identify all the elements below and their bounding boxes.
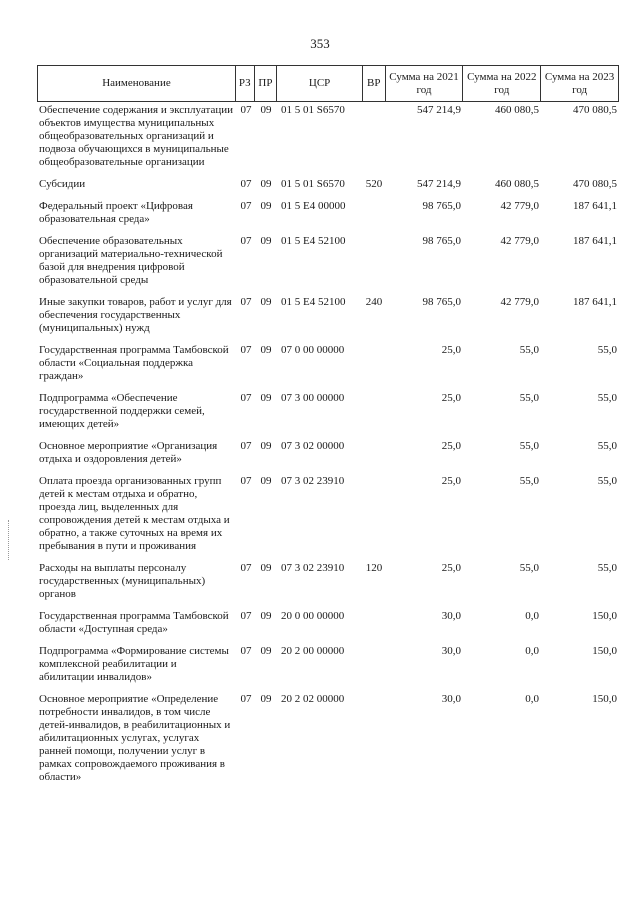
row-pr: 09 xyxy=(260,693,272,705)
row-pr: 09 xyxy=(260,392,272,404)
row-pr: 09 xyxy=(260,200,272,212)
row-sum-2023: 150,0 xyxy=(592,645,617,657)
table-row xyxy=(37,392,619,431)
header-rz: РЗ xyxy=(236,66,255,101)
table-row xyxy=(37,693,619,784)
row-sum-2022: 55,0 xyxy=(519,562,539,574)
row-sum-2023: 55,0 xyxy=(597,475,617,487)
row-csr: 01 5 01 S6570 xyxy=(281,104,345,116)
table-row xyxy=(37,235,619,287)
row-name: Расходы на выплаты персоналу государственных (муниципальных) органов xyxy=(39,562,206,600)
row-csr: 01 5 E4 00000 xyxy=(281,200,346,212)
row-csr: 01 5 E4 52100 xyxy=(281,296,346,308)
table-row xyxy=(37,200,619,226)
row-sum-2022: 42 779,0 xyxy=(500,296,539,308)
page-number: 353 xyxy=(310,36,330,51)
header-sum-2021: Сумма на 2021 год xyxy=(386,66,464,101)
row-rz: 07 xyxy=(240,693,252,705)
row-sum-2023: 55,0 xyxy=(597,344,617,356)
table-row xyxy=(37,645,619,684)
row-sum-2023: 187 641,1 xyxy=(573,296,617,308)
row-sum-2023: 55,0 xyxy=(597,562,617,574)
row-rz: 07 xyxy=(240,440,252,452)
row-sum-2022: 55,0 xyxy=(519,475,539,487)
header-pr: ПР xyxy=(255,66,278,101)
row-sum-2022: 42 779,0 xyxy=(500,200,539,212)
row-sum-2022: 55,0 xyxy=(519,344,539,356)
row-sum-2021: 25,0 xyxy=(441,344,461,356)
row-rz: 07 xyxy=(240,645,252,657)
row-name: Обеспечение образовательных организаций материально-технической базой для внедрения цифровой образовательной среды xyxy=(39,235,223,286)
row-vr xyxy=(363,235,385,287)
header-name: Наименование xyxy=(38,66,236,101)
row-sum-2022: 0,0 xyxy=(525,610,539,622)
row-rz: 07 xyxy=(240,296,252,308)
row-name: Основное мероприятие «Определение потребности инвалидов, в том числе детей-инвалидов, в реабилитационных и абилитационных услугах, услугах ранней помощи, получении услуг в рамках сопровождаемого проживания в области» xyxy=(39,693,231,783)
row-sum-2022: 55,0 xyxy=(519,392,539,404)
row-sum-2021: 30,0 xyxy=(441,610,461,622)
row-csr: 07 3 02 23910 xyxy=(281,475,345,487)
row-sum-2022: 0,0 xyxy=(525,645,539,657)
table-row xyxy=(37,296,619,335)
row-rz: 07 xyxy=(240,562,252,574)
row-csr: 20 0 00 00000 xyxy=(281,610,345,622)
row-sum-2022: 460 080,5 xyxy=(495,104,539,116)
row-name: Обеспечение содержания и эксплуатации объектов имущества муниципальных общеобразовательных организаций и подвоза обучающихся в муниципальные общеобразовательные организации xyxy=(39,104,233,168)
row-vr xyxy=(363,693,385,784)
margin-mark xyxy=(8,520,11,560)
row-sum-2021: 25,0 xyxy=(441,562,461,574)
table-header xyxy=(37,65,619,102)
header-sum-2023: Сумма на 2023 год xyxy=(544,70,615,96)
table-row xyxy=(37,475,619,553)
row-sum-2023: 187 641,1 xyxy=(573,235,617,247)
row-name: Субсидии xyxy=(39,178,86,190)
row-csr: 07 3 02 23910 xyxy=(281,562,345,574)
row-sum-2022: 460 080,5 xyxy=(495,178,539,190)
row-sum-2021: 25,0 xyxy=(441,440,461,452)
header-vr: ВР xyxy=(363,66,386,101)
row-pr: 09 xyxy=(260,645,272,657)
row-sum-2023: 470 080,5 xyxy=(573,104,617,116)
row-vr xyxy=(363,610,385,636)
row-pr: 09 xyxy=(260,235,272,247)
row-pr: 09 xyxy=(260,562,272,574)
row-csr: 20 2 00 00000 xyxy=(281,645,345,657)
row-vr xyxy=(363,200,385,226)
row-rz: 07 xyxy=(240,392,252,404)
row-name: Оплата проезда организованных групп детей к местам отдыха и обратно, проезда лиц, выделенных для сопровождения детей к местам отдыха и обратно, а также суточных на время их пребывания в пути и проживания xyxy=(39,475,230,552)
row-pr: 09 xyxy=(260,104,272,116)
row-vr xyxy=(363,645,385,684)
table-body xyxy=(37,104,619,793)
row-vr: 520 xyxy=(365,178,383,190)
row-sum-2023: 187 641,1 xyxy=(573,200,617,212)
row-sum-2023: 150,0 xyxy=(592,610,617,622)
row-pr: 09 xyxy=(260,344,272,356)
row-vr xyxy=(363,475,385,553)
row-sum-2021: 547 214,9 xyxy=(417,178,461,190)
row-csr: 07 0 00 00000 xyxy=(281,344,345,356)
row-sum-2022: 55,0 xyxy=(519,440,539,452)
row-vr xyxy=(363,104,385,169)
row-sum-2023: 55,0 xyxy=(597,440,617,452)
row-csr: 01 5 E4 52100 xyxy=(281,235,346,247)
table-row xyxy=(37,344,619,383)
header-csr: ЦСР xyxy=(277,66,363,101)
row-sum-2023: 150,0 xyxy=(592,693,617,705)
row-pr: 09 xyxy=(260,440,272,452)
table-row xyxy=(37,562,619,601)
row-pr: 09 xyxy=(260,178,272,190)
row-vr: 120 xyxy=(365,562,383,574)
row-name: Государственная программа Тамбовской области «Доступная среда» xyxy=(39,610,229,635)
row-sum-2022: 0,0 xyxy=(525,693,539,705)
row-rz: 07 xyxy=(240,104,252,116)
row-rz: 07 xyxy=(240,235,252,247)
row-rz: 07 xyxy=(240,344,252,356)
row-csr: 01 5 01 S6570 xyxy=(281,178,345,190)
row-pr: 09 xyxy=(260,610,272,622)
row-name: Основное мероприятие «Организация отдыха и оздоровления детей» xyxy=(39,440,218,465)
row-sum-2023: 470 080,5 xyxy=(573,178,617,190)
row-rz: 07 xyxy=(240,610,252,622)
row-csr: 07 3 00 00000 xyxy=(281,392,345,404)
table-row xyxy=(37,104,619,169)
row-name: Иные закупки товаров, работ и услуг для обеспечения государственных (муниципальных) нужд xyxy=(39,296,232,334)
row-pr: 09 xyxy=(260,296,272,308)
table-row xyxy=(37,610,619,636)
row-sum-2021: 547 214,9 xyxy=(417,104,461,116)
row-sum-2022: 42 779,0 xyxy=(500,235,539,247)
row-sum-2021: 98 765,0 xyxy=(422,296,461,308)
row-rz: 07 xyxy=(240,475,252,487)
row-sum-2021: 98 765,0 xyxy=(422,200,461,212)
row-name: Государственная программа Тамбовской области «Социальная поддержка граждан» xyxy=(39,344,229,382)
header-sum-2022: Сумма на 2022 год xyxy=(463,66,541,101)
row-vr xyxy=(363,392,385,431)
row-sum-2021: 25,0 xyxy=(441,475,461,487)
row-name: Подпрограмма «Обеспечение государственной поддержки семей, имеющих детей» xyxy=(39,392,205,430)
row-pr: 09 xyxy=(260,475,272,487)
row-vr xyxy=(363,440,385,466)
row-sum-2021: 25,0 xyxy=(441,392,461,404)
row-rz: 07 xyxy=(240,200,252,212)
row-sum-2023: 55,0 xyxy=(597,392,617,404)
table-row xyxy=(37,178,619,191)
row-csr: 07 3 02 00000 xyxy=(281,440,345,452)
row-rz: 07 xyxy=(240,178,252,190)
row-name: Подпрограмма «Формирование системы комплексной реабилитации и абилитации инвалидов» xyxy=(39,645,229,683)
row-vr xyxy=(363,344,385,383)
row-sum-2021: 30,0 xyxy=(441,645,461,657)
row-sum-2021: 30,0 xyxy=(441,693,461,705)
row-vr: 240 xyxy=(365,296,383,308)
table-row xyxy=(37,440,619,466)
row-name: Федеральный проект «Цифровая образовательная среда» xyxy=(39,200,193,225)
row-sum-2021: 98 765,0 xyxy=(422,235,461,247)
row-csr: 20 2 02 00000 xyxy=(281,693,345,705)
